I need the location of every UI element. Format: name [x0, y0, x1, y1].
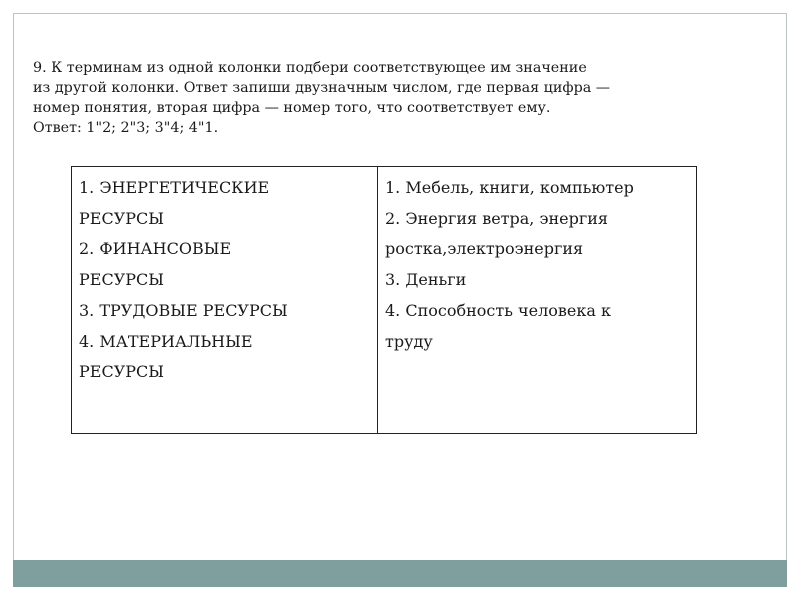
task-line: 9. К терминам из одной колонки подбери соответствующее им значение [33, 60, 587, 76]
term-line: РЕСУРСЫ [79, 208, 164, 228]
meaning-line: 2. Энергия ветра, энергия [385, 208, 608, 228]
meanings-column [378, 167, 697, 434]
meaning-line: ростка,электроэнергия [385, 239, 584, 259]
term-line: 4. МАТЕРИАЛЬНЫЕ [79, 331, 253, 351]
term-line: РЕСУРСЫ [79, 270, 164, 290]
meaning-line: 1. Мебель, книги, компьютер [385, 178, 634, 197]
term-line: РЕСУРСЫ [79, 362, 164, 382]
answer-line: Ответ: 1"2; 2"3; 3"4; 4"1. [33, 120, 219, 136]
bottom-decorative-band [13, 560, 787, 587]
term-line: 1. ЭНЕРГЕТИЧЕСКИЕ [79, 178, 270, 197]
term-line: 2. ФИНАНСОВЫЕ [79, 239, 232, 259]
meaning-line: труду [385, 331, 433, 351]
task-line: номер понятия, вторая цифра — номер того, что соответствует ему. [33, 100, 551, 116]
terms-column [72, 167, 378, 434]
matching-table [71, 166, 697, 434]
table-row [72, 167, 697, 434]
term-line: 3. ТРУДОВЫЕ РЕСУРСЫ [79, 300, 288, 320]
meaning-line: 4. Способность человека к [385, 300, 611, 320]
task-text [33, 58, 683, 138]
meaning-line: 3. Деньги [385, 270, 467, 290]
task-line: из другой колонки. Ответ запиши двузначным числом, где первая цифра — [33, 80, 611, 96]
